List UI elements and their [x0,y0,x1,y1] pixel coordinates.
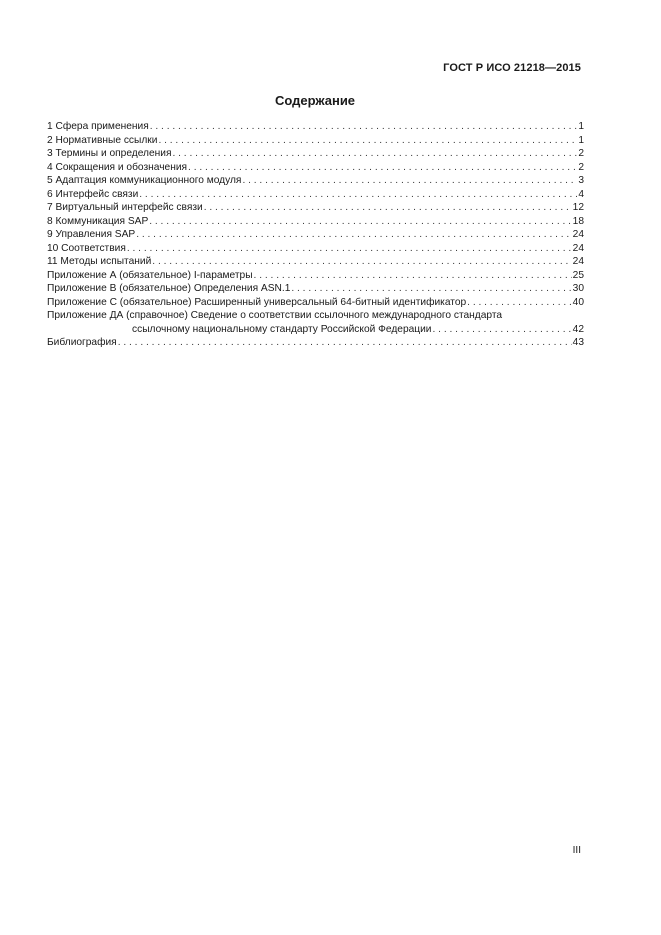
table-of-contents [47,120,584,350]
toc-entry-text: Приложение А (обязательное) I-параметры [47,269,253,281]
toc-entry-module-adaptation[interactable] [47,174,584,188]
toc-entry-page: 1 [578,134,584,146]
toc-entry-text: 5 Адаптация коммуникационного модуля [47,175,242,186]
toc-entry-abbreviations[interactable] [47,161,584,175]
toc-entry-continuation-line [47,323,584,337]
toc-entry-text: Приложение С (обязательное) Расширенный универсальный 64-битный идентификатор [47,296,467,308]
toc-entry-bibliography[interactable] [47,336,584,350]
toc-entry-virtual-interface[interactable] [47,201,584,215]
dot-leader [139,188,577,202]
toc-entry-text: 6 Интерфейс связи [47,188,139,200]
toc-entry-communication-interface[interactable] [47,188,584,202]
toc-entry-page: 42 [572,323,584,335]
dot-leader [158,134,577,148]
toc-entry-test-methods[interactable] [47,255,584,269]
toc-entry-page: 2 [578,161,584,173]
toc-entry-page: 40 [572,296,584,308]
toc-entry-page: 24 [572,242,584,254]
toc-entry-conformance[interactable] [47,242,584,256]
toc-entry-text: 9 Управления SAP [47,229,136,240]
toc-entry-annex-da[interactable] [47,309,584,336]
toc-entry-page: 4 [578,188,584,200]
dot-leader [204,201,572,215]
toc-entry-normative-references[interactable] [47,134,584,148]
toc-entry-text: Приложение ДА (справочное) Сведение о соответствии ссылочного международного стандарта [47,310,503,321]
dot-leader [136,228,571,242]
toc-entry-text: 7 Виртуальный интерфейс связи [47,202,203,213]
toc-entry-page: 25 [572,269,584,281]
toc-entry-text: Приложение В (обязательное) Определения ASN.1 [47,283,291,294]
toc-title: Содержание [274,93,356,108]
toc-entry-page: 3 [578,175,584,186]
toc-entry-page: 2 [578,148,584,159]
page-folio: III [572,845,581,856]
toc-entry-annex-c[interactable] [47,296,584,310]
toc-entry-text: 11 Методы испытаний [47,256,152,267]
dot-leader [118,336,572,350]
toc-entry-page: 43 [572,337,584,348]
toc-entry-page: 18 [572,215,584,227]
toc-entry-communication-sap[interactable] [47,215,584,229]
dot-leader [127,242,572,256]
toc-entry-text: 10 Соответствия [47,242,126,254]
dot-leader [152,255,571,269]
document-code: ГОСТ Р ИСО 21218—2015 [443,62,581,74]
dot-leader [433,323,572,337]
toc-entry-text: 4 Сокращения и обозначения [47,161,188,173]
toc-entry-continuation-text: ссылочному национальному стандарту Российской Федерации [132,323,432,335]
dot-leader [172,147,577,161]
toc-entry-scope[interactable] [47,120,584,134]
toc-entry-page: 12 [572,202,584,213]
toc-entry-management-sap[interactable] [47,228,584,242]
toc-entry-text: 2 Нормативные ссылки [47,134,158,146]
dot-leader [149,215,571,229]
dot-leader [150,120,578,134]
toc-entry-text: Библиография [47,337,117,348]
toc-entry-text: 1 Сфера применения [47,121,149,132]
toc-entry-page: 24 [572,229,584,240]
dot-leader [467,296,572,310]
toc-entry-annex-a[interactable] [47,269,584,283]
toc-entry-page: 30 [572,283,584,294]
dot-leader [254,269,572,283]
dot-leader [291,282,571,296]
dot-leader [242,174,577,188]
toc-entry-text: 8 Коммуникация SAP [47,215,149,227]
toc-entry-page: 24 [572,256,584,267]
toc-entry-terms[interactable] [47,147,584,161]
dot-leader [188,161,577,175]
toc-entry-text: 3 Термины и определения [47,148,172,159]
toc-entry-annex-b[interactable] [47,282,584,296]
toc-entry-page: 1 [578,121,584,132]
